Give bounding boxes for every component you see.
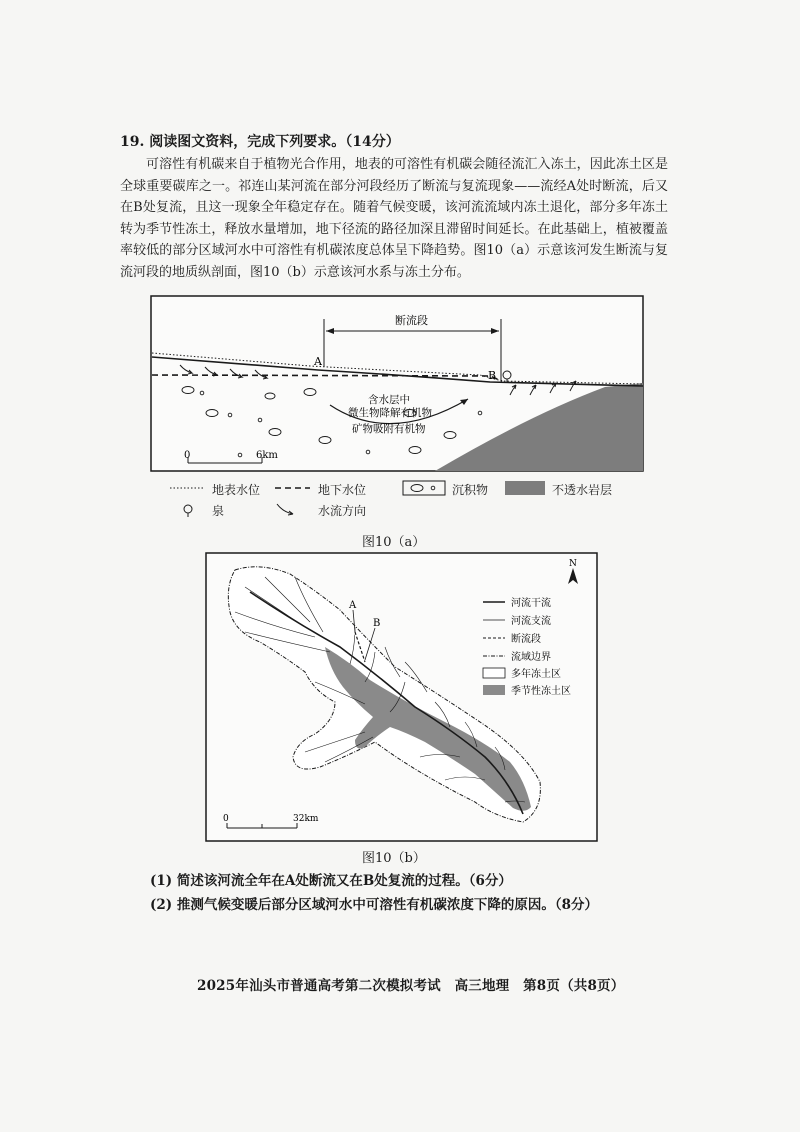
map-label-b: B <box>373 618 381 629</box>
legend-permafrost: 多年冻土区 <box>511 669 561 680</box>
label-cutoff-segment: 断流段 <box>395 314 428 327</box>
question-paragraph-text: 可溶性有机碳来自于植物光合作用，地表的可溶性有机碳会随径流汇入冻土，因此冻土区是全球重要碳库之一。祁连山某河流在部分河段经历了断流与复流现象——流经A处时断流，后又在B处复流，且这一现象全年稳定存在。随着气候变暖，该河流流域内冻土退化，部分多年冻土转为季节性冻土，释放水量增加，地下径流的路径加深且滞留时间延长。在此基础上，植被覆盖率较低的部分区域河水中可溶性有机碳浓度总体呈下降趋势。图10（a）示意该河发生断流与复流河段的地质纵剖面，图10（b）示意该河水系与冻土分布。 <box>120 157 668 280</box>
question-paragraph <box>120 154 668 283</box>
legend-main-stream: 河流干流 <box>511 598 551 609</box>
page-footer: 2025年汕头市普通高考第二次模拟考试 高三地理 第8页（共8页） <box>197 978 625 994</box>
legend-sediment-symbol <box>403 481 445 495</box>
aquifer-text-3: 矿物吸附有机物 <box>352 423 426 435</box>
legend-impermeable-symbol <box>505 481 545 495</box>
legend-groundwater-label: 地下水位 <box>318 483 367 497</box>
scale-end-b: 32km <box>293 814 319 824</box>
legend-tributary: 河流支流 <box>511 616 551 627</box>
legend-impermeable-label: 不透水岩层 <box>552 483 613 497</box>
figure-10b-caption: 图10（b） <box>362 851 426 866</box>
legend-flow-arrow-symbol <box>277 504 293 515</box>
legend-seasonal-frost: 季节性冻土区 <box>511 686 571 697</box>
figure-10a-caption: 图10（a） <box>362 535 426 550</box>
legend-spring-symbol <box>184 505 192 517</box>
figure-10a-profile <box>150 295 644 473</box>
sub-question-2: (2) 推测气候变暖后部分区域河水中可溶性有机碳浓度下降的原因。（8分） <box>150 897 599 913</box>
legend-spring-label: 泉 <box>212 504 225 518</box>
sub-question-1: (1) 简述该河流全年在A处断流又在B处复流的过程。（6分） <box>150 873 512 889</box>
scale-zero-a: 0 <box>184 450 191 461</box>
legend-cutoff-segment: 断流段 <box>511 634 541 645</box>
legend-sediment-label: 沉积物 <box>452 483 489 497</box>
label-point-b: B <box>488 369 497 382</box>
question-title: 19. 阅读图文资料，完成下列要求。（14分） <box>120 134 400 150</box>
scale-zero-b: 0 <box>223 814 229 824</box>
aquifer-text-2: 微生物降解有机物 <box>348 407 432 419</box>
label-point-a: A <box>314 355 322 368</box>
map-label-a: A <box>349 600 357 611</box>
scale-end-a: 6km <box>256 450 278 461</box>
legend-basin-boundary: 流域边界 <box>511 652 551 663</box>
figure-10b-map <box>205 552 598 842</box>
aquifer-text-1: 含水层中 <box>368 394 410 406</box>
north-label: N <box>569 559 577 569</box>
legend-flow-direction-label: 水流方向 <box>318 504 367 518</box>
legend-surface-water-label: 地表水位 <box>212 483 261 497</box>
